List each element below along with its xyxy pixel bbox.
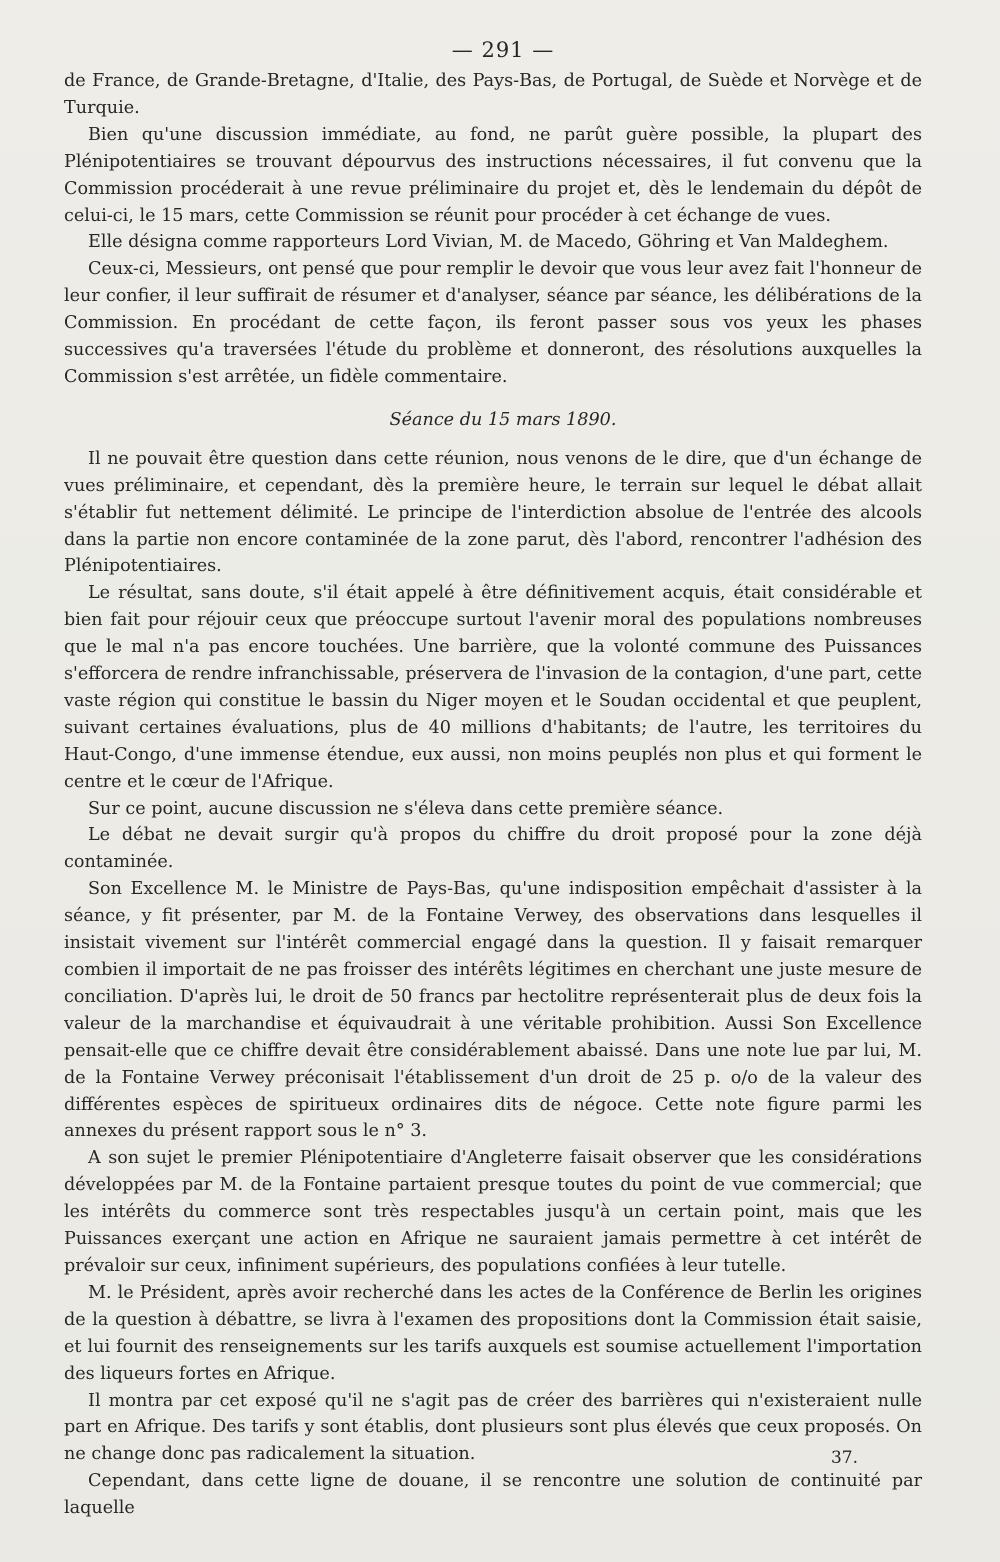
section-heading: Séance du 15 mars 1890. [389, 409, 617, 430]
paragraph: Ceux-ci, Messieurs, ont pensé que pour remplir le devoir que vous leur avez fait l'honneur de leur confier, il leur suffirait de résumer et d'analyser, séance par séance, les délibérations de la Commission. En procédant de cette façon, ils feront passer sous vos yeux les phases successives qu'a traversées l'étude du problème et donneront, des résolutions auxquelles la Commission s'est arrêtée, un fidèle commentaire. [64, 259, 922, 387]
paragraph: Son Excellence M. le Ministre de Pays-Bas, qu'une indisposition empêchait d'assister à la séance, y fit présenter, par M. de la Fontaine Verwey, des observations dans lesquelles il insistait vivement sur l'intérêt commercial engagé dans la question. Il y faisait remarquer combien il importait de ne pas froisser des intérêts légitimes en cherchant une juste mesure de conciliation. D'après lui, le droit de 50 francs par hectolitre représenterait plus de deux fois la valeur de la marchandise et équivaudrait à une véritable prohibition. Aussi Son Excellence pensait-elle que ce chiffre devait être considérablement abaissé. Dans une note lue par lui, M. de la Fontaine Verwey préconisait l'établissement d'un droit de 25 p. o/o de la valeur des différentes espèces de spiritueux ordinaires dits de négoce. Cette note figure parmi les annexes du présent rapport sous le n° 3. [64, 879, 922, 1142]
paragraph: Bien qu'une discussion immédiate, au fond, ne parût guère possible, la plupart des Plénipotentiaires se trouvant dépourvus des instructions nécessaires, il fut convenu que la Commission procéderait à une revue préliminaire du projet et, dès le lendemain du dépôt de celui-ci, le 15 mars, cette Commission se réunit pour procéder à cet échange de vues. [64, 124, 922, 226]
paragraph: Elle désigna comme rapporteurs Lord Vivian, M. de Macedo, Göhring et Van Maldeghem. [88, 232, 889, 253]
paragraph: Le résultat, sans doute, s'il était appelé à être définitivement acquis, était considérable et bien fait pour réjouir ceux que préoccupe surtout l'avenir moral des populations nombreuses que le mal n'a pas encore touchées. Une barrière, que la volonté commune des Puissances s'efforcera de rendre infranchissable, préservera de l'invasion de la contagion, d'une part, cette vaste région qui constitue le bassin du Niger moyen et le Soudan occidental et que peuplent, suivant certaines évaluations, plus de 40 millions d'habitants; de l'autre, les territoires du Haut-Congo, d'une immense étendue, eux aussi, non moins peuplés non plus et qui forment le centre et le cœur de l'Afrique. [64, 583, 922, 792]
paragraph: M. le Président, après avoir recherché dans les actes de la Conférence de Berlin les origines de la question à débattre, se livra à l'examen des propositions dont la Commission était saisie, et lui fournit des renseignements sur les tarifs auxquels est soumise actuellement l'importation des liqueurs fortes en Afrique. [64, 1282, 922, 1384]
paragraph: A son sujet le premier Plénipotentiaire d'Angleterre faisait observer que les considérations développées par M. de la Fontaine partaient presque toutes du point de vue commercial; que les intérêts du commerce sont très respectables jusqu'à un certain point, mais que les Puissances exerçant une action en Afrique ne sauraient jamais permettre à cet intérêt de prévaloir sur ceux, infiniment supérieurs, des populations confiées à leur tutelle. [64, 1148, 922, 1276]
page-number: — 291 — [451, 38, 555, 62]
paragraph-continuation: de France, de Grande-Bretagne, d'Italie, des Pays-Bas, de Portugal, de Suède et Norvège et de Turquie. [64, 71, 922, 118]
paragraph: Sur ce point, aucune discussion ne s'éleva dans cette première séance. [88, 798, 724, 819]
paragraph: Il ne pouvait être question dans cette réunion, nous venons de le dire, que d'un échange de vues préliminaire, et cependant, dès la première heure, le terrain sur lequel le débat allait s'établir fut nettement délimité. Le principe de l'interdiction absolue de l'entrée des alcools dans la partie non encore contaminée de la zone parut, dès l'abord, rencontrer l'adhésion des Plénipotentiaires. [64, 448, 922, 577]
paragraph: Cependant, dans cette ligne de douane, il se rencontre une solution de continuité par laquelle [64, 1471, 922, 1519]
paragraph: Le débat ne devait surgir qu'à propos du chiffre du droit proposé pour la zone déjà contaminée. [64, 825, 922, 873]
paragraph: Il montra par cet exposé qu'il ne s'agit pas de créer des barrières qui n'existeraient nulle part en Afrique. Des tarifs y sont établis, dont plusieurs sont plus élevés que ceux proposés. On ne change donc pas radicalement la situation. [64, 1390, 922, 1465]
signature-mark: 37. [830, 1448, 858, 1468]
